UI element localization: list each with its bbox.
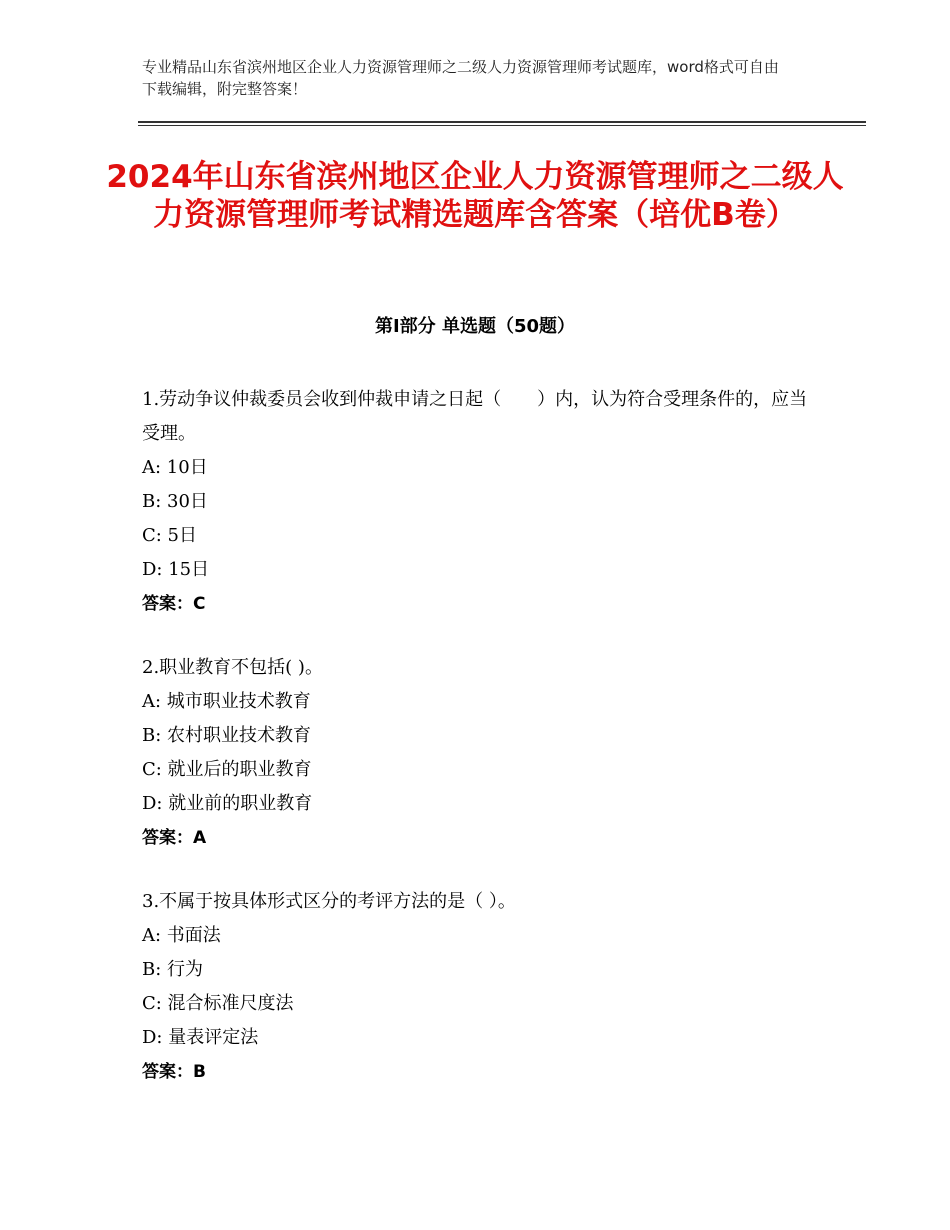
question-1 (142, 383, 822, 621)
option-d: D: 量表评定法 (142, 1027, 259, 1048)
header-rule-thin (138, 125, 866, 126)
answer: 答案：A (142, 828, 207, 848)
option-a: A: 书面法 (142, 925, 221, 946)
question-list (142, 383, 822, 1119)
option-b: B: 行为 (142, 959, 204, 980)
answer: 答案：C (142, 594, 206, 614)
answer: 答案：B (142, 1062, 206, 1082)
question-stem: 3.不属于按具体形式区分的考评方法的是（ ）。 (142, 891, 516, 912)
option-c: C: 就业后的职业教育 (142, 759, 312, 780)
header-note: 专业精品山东省滨州地区企业人力资源管理师之二级人力资源管理师考试题库，word格式可自由下载编辑，附完整答案！ (142, 58, 779, 98)
option-d: D: 15日 (142, 559, 210, 580)
header-rule-thick (138, 121, 866, 123)
section-title: 第Ⅰ部分 单选题（50题） (374, 316, 575, 337)
option-b: B: 30日 (142, 491, 208, 512)
question-stem: 2.职业教育不包括( )。 (142, 657, 323, 678)
question-stem: 1.劳动争议仲裁委员会收到仲裁申请之日起（ ）内，认为符合受理条件的，应当受理。 (142, 389, 808, 444)
option-c: C: 5日 (142, 525, 198, 546)
question-2 (142, 651, 822, 855)
option-d: D: 就业前的职业教育 (142, 793, 313, 814)
document-title: 2024年山东省滨州地区企业人力资源管理师之二级人力资源管理师考试精选题库含答案（培优B卷） (106, 159, 844, 233)
option-b: B: 农村职业技术教育 (142, 725, 312, 746)
option-a: A: 城市职业技术教育 (142, 691, 311, 712)
option-a: A: 10日 (142, 457, 208, 478)
question-3 (142, 885, 822, 1089)
option-c: C: 混合标准尺度法 (142, 993, 294, 1014)
